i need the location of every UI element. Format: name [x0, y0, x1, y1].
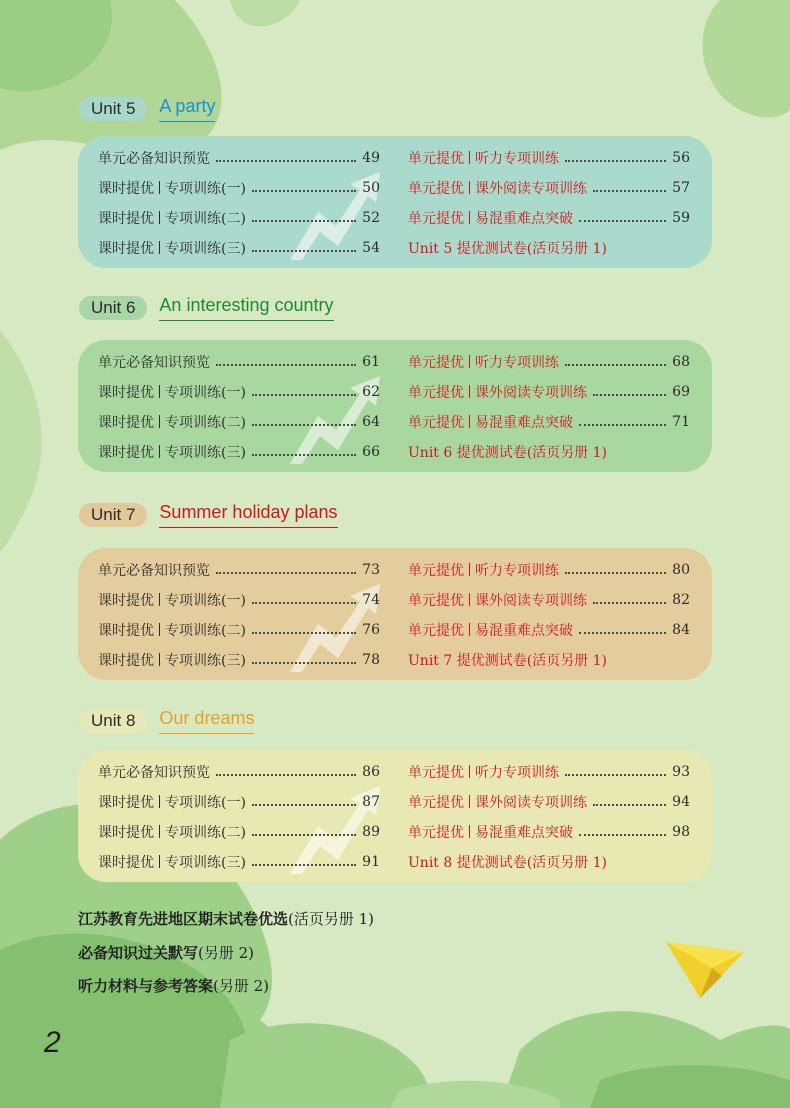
page-ref: 86 — [362, 764, 380, 780]
toc-entry-label — [98, 650, 246, 670]
toc-test-label: Unit 6 提优测试卷(活页另册 1) — [408, 445, 608, 461]
toc-test-entry[interactable] — [408, 233, 690, 263]
toc-entry-text: 课时提优 — [98, 653, 154, 669]
page-ref: 64 — [362, 414, 380, 430]
toc-entry-text: 专项训练(一) — [165, 385, 246, 401]
toc-entry-text: 课时提优 — [98, 445, 154, 461]
toc-entry-label — [98, 412, 246, 432]
toc-entry-text: 单元提优 — [408, 181, 464, 197]
toc-entry-text: 单元提优 — [408, 825, 464, 841]
toc-entry[interactable] — [408, 787, 690, 817]
page-ref: 87 — [362, 794, 380, 810]
toc-entry-text: 课时提优 — [98, 825, 154, 841]
unit-label: Unit 5 — [79, 97, 147, 121]
toc-entry-text: 专项训练(二) — [165, 825, 246, 841]
toc-entry[interactable] — [408, 377, 690, 407]
leader-dots — [252, 220, 356, 222]
page-ref: 62 — [362, 384, 380, 400]
unit-7-contents-panel — [78, 548, 712, 680]
unit-5-contents-panel — [78, 136, 712, 268]
separator — [469, 355, 470, 368]
unit-title: An interesting country — [159, 295, 333, 321]
toc-entry-text: 单元必备知识预览 — [98, 765, 210, 781]
separator — [159, 241, 160, 254]
toc-entry-text: 单元提优 — [408, 563, 464, 579]
toc-entry-label — [408, 792, 587, 812]
separator — [159, 181, 160, 194]
unit-label: Unit 8 — [79, 709, 147, 733]
toc-entry[interactable] — [98, 645, 380, 675]
page-ref: 84 — [672, 622, 690, 638]
page-ref: 76 — [362, 622, 380, 638]
toc-entry-label — [98, 560, 210, 580]
separator — [159, 445, 160, 458]
page-ref: 94 — [672, 794, 690, 810]
separator — [469, 795, 470, 808]
page-ref: 61 — [362, 354, 380, 370]
separator — [469, 593, 470, 606]
page-ref: 57 — [672, 180, 690, 196]
toc-entry[interactable] — [98, 377, 380, 407]
toc-entry-text: 单元必备知识预览 — [98, 563, 210, 579]
leader-dots — [593, 804, 666, 806]
separator — [469, 563, 470, 576]
leader-dots — [252, 394, 356, 396]
leader-dots — [252, 454, 356, 456]
page-ref: 82 — [672, 592, 690, 608]
leader-dots — [593, 190, 666, 192]
separator — [159, 653, 160, 666]
toc-entry[interactable] — [408, 615, 690, 645]
toc-entry-label — [98, 852, 246, 872]
toc-entry-text: 课外阅读专项训练 — [475, 593, 587, 609]
toc-entry-label — [408, 208, 573, 228]
toc-entry-text: 单元提优 — [408, 385, 464, 401]
unit-8-contents-panel — [78, 750, 712, 882]
page-ref: 54 — [362, 240, 380, 256]
separator — [469, 825, 470, 838]
toc-test-entry[interactable] — [408, 847, 690, 877]
extra-line-final-exams[interactable]: 江苏教育先进地区期末试卷优选(活页另册 1) — [78, 910, 375, 928]
toc-entry-text: 专项训练(三) — [165, 653, 246, 669]
toc-entry-label — [98, 208, 246, 228]
toc-entry-text: 易混重难点突破 — [475, 415, 573, 431]
toc-entry[interactable] — [98, 615, 380, 645]
toc-entry-text: 单元必备知识预览 — [98, 151, 210, 167]
toc-entry-text: 专项训练(二) — [165, 623, 246, 639]
page-ref: 56 — [672, 150, 690, 166]
toc-entry-text: 单元提优 — [408, 623, 464, 639]
toc-test-entry[interactable] — [408, 437, 690, 467]
toc-entry[interactable] — [98, 817, 380, 847]
toc-entry-text: 单元提优 — [408, 795, 464, 811]
extra-line-listening-answers[interactable]: 听力材料与参考答案(另册 2) — [78, 977, 270, 995]
toc-entry-label — [408, 412, 573, 432]
separator — [159, 825, 160, 838]
toc-entry-label — [98, 620, 246, 640]
leader-dots — [216, 572, 356, 574]
toc-entry-label — [98, 178, 246, 198]
toc-entry-label — [98, 822, 246, 842]
leader-dots — [593, 394, 666, 396]
unit-label: Unit 7 — [79, 503, 147, 527]
toc-entry[interactable] — [98, 203, 380, 233]
toc-entry[interactable] — [98, 787, 380, 817]
leader-dots — [565, 572, 666, 574]
separator — [469, 623, 470, 636]
toc-entry[interactable] — [408, 757, 690, 787]
separator — [469, 385, 470, 398]
page-ref: 52 — [362, 210, 380, 226]
unit-6-contents-panel — [78, 340, 712, 472]
toc-entry-text: 单元提优 — [408, 415, 464, 431]
toc-entry-label — [408, 822, 573, 842]
toc-entry[interactable] — [408, 407, 690, 437]
toc-test-entry[interactable] — [408, 645, 690, 675]
leader-dots — [565, 364, 666, 366]
toc-entry-text: 课时提优 — [98, 795, 154, 811]
toc-entry-text: 易混重难点突破 — [475, 825, 573, 841]
page-ref: 89 — [362, 824, 380, 840]
toc-entry-label — [98, 792, 246, 812]
toc-entry[interactable] — [98, 585, 380, 615]
leader-dots — [252, 632, 356, 634]
toc-entry[interactable] — [408, 585, 690, 615]
unit-title: A party — [159, 96, 215, 122]
toc-entry-text: 单元提优 — [408, 765, 464, 781]
page-ref: 71 — [672, 414, 690, 430]
toc-entry[interactable] — [408, 347, 690, 377]
toc-entry[interactable] — [408, 173, 690, 203]
page-ref: 80 — [672, 562, 690, 578]
toc-entry[interactable] — [98, 407, 380, 437]
toc-entry-text: 课外阅读专项训练 — [475, 795, 587, 811]
toc-entry[interactable] — [408, 555, 690, 585]
page-ref: 66 — [362, 444, 380, 460]
page-ref: 50 — [362, 180, 380, 196]
separator — [469, 151, 470, 164]
page-ref: 98 — [672, 824, 690, 840]
toc-entry-text: 专项训练(三) — [165, 445, 246, 461]
toc-entry-text: 课时提优 — [98, 181, 154, 197]
separator — [159, 211, 160, 224]
page-ref: 74 — [362, 592, 380, 608]
separator — [159, 415, 160, 428]
toc-entry-text: 单元提优 — [408, 355, 464, 371]
toc-entry[interactable] — [408, 203, 690, 233]
unit-title: Our dreams — [159, 708, 254, 734]
leader-dots — [216, 160, 356, 162]
toc-entry-label — [408, 382, 587, 402]
leader-dots — [252, 804, 356, 806]
toc-entry-text: 专项训练(二) — [165, 211, 246, 227]
leader-dots — [216, 364, 356, 366]
separator — [159, 593, 160, 606]
toc-entry-text: 专项训练(三) — [165, 855, 246, 871]
toc-entry[interactable] — [98, 555, 380, 585]
toc-entry-text: 听力专项训练 — [475, 563, 559, 579]
separator — [469, 415, 470, 428]
toc-entry-label — [408, 762, 559, 782]
toc-entry-text: 专项训练(二) — [165, 415, 246, 431]
separator — [159, 855, 160, 868]
toc-entry-text: 单元提优 — [408, 151, 464, 167]
separator — [469, 765, 470, 778]
toc-entry-label — [408, 590, 587, 610]
leader-dots — [565, 160, 666, 162]
toc-entry-text: 听力专项训练 — [475, 355, 559, 371]
toc-entry-label — [408, 178, 587, 198]
toc-entry-text: 易混重难点突破 — [475, 623, 573, 639]
leader-dots — [252, 834, 356, 836]
leader-dots — [252, 602, 356, 604]
page-ref: 93 — [672, 764, 690, 780]
toc-test-label: Unit 7 提优测试卷(活页另册 1) — [408, 653, 608, 669]
separator — [159, 795, 160, 808]
unit-6-header — [79, 295, 334, 321]
toc-entry-label — [98, 238, 246, 258]
toc-entry-label — [98, 442, 246, 462]
leader-dots — [579, 632, 666, 634]
toc-entry[interactable] — [98, 143, 380, 173]
leader-dots — [252, 662, 356, 664]
toc-entry-label — [98, 352, 210, 372]
toc-entry[interactable] — [98, 173, 380, 203]
separator — [469, 211, 470, 224]
page-ref: 78 — [362, 652, 380, 668]
toc-entry-label — [408, 148, 559, 168]
toc-entry-text: 专项训练(一) — [165, 181, 246, 197]
toc-entry-text: 单元提优 — [408, 593, 464, 609]
toc-entry-label — [408, 560, 559, 580]
toc-entry-text: 课时提优 — [98, 623, 154, 639]
leader-dots — [565, 774, 666, 776]
toc-entry[interactable] — [408, 143, 690, 173]
extra-line-dictation[interactable]: 必备知识过关默写(另册 2) — [78, 944, 255, 962]
toc-entry-label — [98, 762, 210, 782]
toc-test-label: Unit 5 提优测试卷(活页另册 1) — [408, 241, 608, 257]
leader-dots — [252, 864, 356, 866]
unit-8-header — [79, 708, 254, 734]
unit-7-header — [79, 502, 338, 528]
leader-dots — [252, 190, 356, 192]
toc-test-label: Unit 8 提优测试卷(活页另册 1) — [408, 855, 608, 871]
leader-dots — [593, 602, 666, 604]
toc-entry[interactable] — [98, 757, 380, 787]
page-ref: 49 — [362, 150, 380, 166]
page-ref: 73 — [362, 562, 380, 578]
toc-entry-text: 课时提优 — [98, 385, 154, 401]
toc-entry-label — [408, 352, 559, 372]
leader-dots — [579, 424, 666, 426]
toc-entry-text: 单元必备知识预览 — [98, 355, 210, 371]
toc-entry-text: 课时提优 — [98, 855, 154, 871]
toc-entry-label — [98, 382, 246, 402]
leader-dots — [216, 774, 356, 776]
toc-entry-text: 专项训练(一) — [165, 795, 246, 811]
toc-entry-label — [98, 590, 246, 610]
toc-entry-text: 专项训练(三) — [165, 241, 246, 257]
toc-entry-text: 课时提优 — [98, 211, 154, 227]
toc-entry-text: 课时提优 — [98, 241, 154, 257]
page-ref: 91 — [362, 854, 380, 870]
leader-dots — [252, 250, 356, 252]
toc-entry[interactable] — [98, 437, 380, 467]
toc-entry[interactable] — [98, 847, 380, 877]
unit-5-header — [79, 96, 215, 122]
page-ref: 69 — [672, 384, 690, 400]
unit-title: Summer holiday plans — [159, 502, 337, 528]
toc-entry-text: 专项训练(一) — [165, 593, 246, 609]
separator — [159, 385, 160, 398]
toc-entry-label — [98, 148, 210, 168]
toc-entry[interactable] — [98, 347, 380, 377]
toc-entry-text: 易混重难点突破 — [475, 211, 573, 227]
leader-dots — [579, 220, 666, 222]
toc-entry-text: 课外阅读专项训练 — [475, 181, 587, 197]
toc-entry-text: 单元提优 — [408, 211, 464, 227]
toc-entry-text: 听力专项训练 — [475, 765, 559, 781]
separator — [469, 181, 470, 194]
leader-dots — [579, 834, 666, 836]
toc-entry-text: 听力专项训练 — [475, 151, 559, 167]
toc-entry[interactable] — [408, 817, 690, 847]
toc-entry-text: 课时提优 — [98, 593, 154, 609]
page-ref: 68 — [672, 354, 690, 370]
toc-entry-text: 课时提优 — [98, 415, 154, 431]
page-number: 2 — [44, 1026, 61, 1059]
toc-entry-label — [408, 620, 573, 640]
separator — [159, 623, 160, 636]
page-ref: 59 — [672, 210, 690, 226]
toc-entry[interactable] — [98, 233, 380, 263]
unit-label: Unit 6 — [79, 296, 147, 320]
leader-dots — [252, 424, 356, 426]
toc-entry-text: 课外阅读专项训练 — [475, 385, 587, 401]
